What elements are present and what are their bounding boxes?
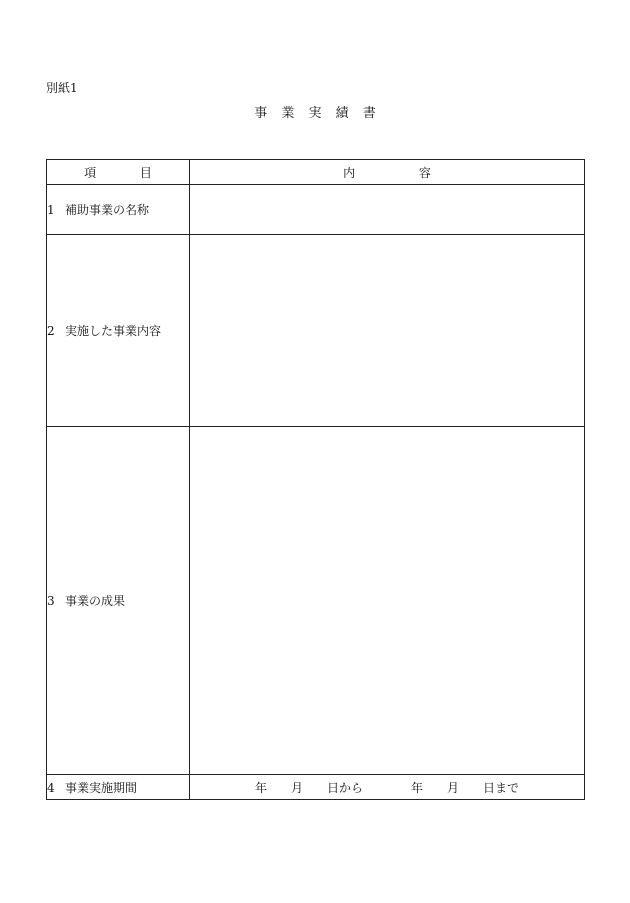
period-field[interactable]: 年 月 日から 年 月 日まで — [190, 775, 585, 800]
row-label-text: 事業の成果 — [65, 594, 126, 608]
table-row — [47, 427, 585, 775]
results-field[interactable] — [190, 427, 585, 775]
table-header-row — [47, 160, 585, 185]
table-row — [47, 775, 585, 800]
row-number: 2 — [47, 324, 55, 338]
row-label-text: 実施した事業内容 — [65, 324, 162, 338]
row-label-project-name — [47, 185, 190, 235]
table-row — [47, 185, 585, 235]
row-number: 1 — [47, 203, 55, 217]
header-content: 内 容 — [190, 160, 585, 185]
document-title: 事 業 実 績 書 — [254, 106, 376, 121]
attachment-label: 別紙1 — [46, 81, 78, 95]
activities-field[interactable] — [190, 235, 585, 427]
header-item: 項 目 — [47, 160, 190, 185]
row-number: 4 — [47, 780, 55, 795]
row-label-results — [47, 427, 190, 775]
table-row — [47, 235, 585, 427]
row-label-period — [47, 775, 190, 800]
row-label-activities — [47, 235, 190, 427]
project-name-field[interactable] — [190, 185, 585, 235]
row-label-text: 事業実施期間 — [65, 780, 138, 795]
report-table — [46, 159, 585, 800]
row-label-text: 補助事業の名称 — [65, 203, 150, 217]
row-number: 3 — [47, 594, 55, 608]
